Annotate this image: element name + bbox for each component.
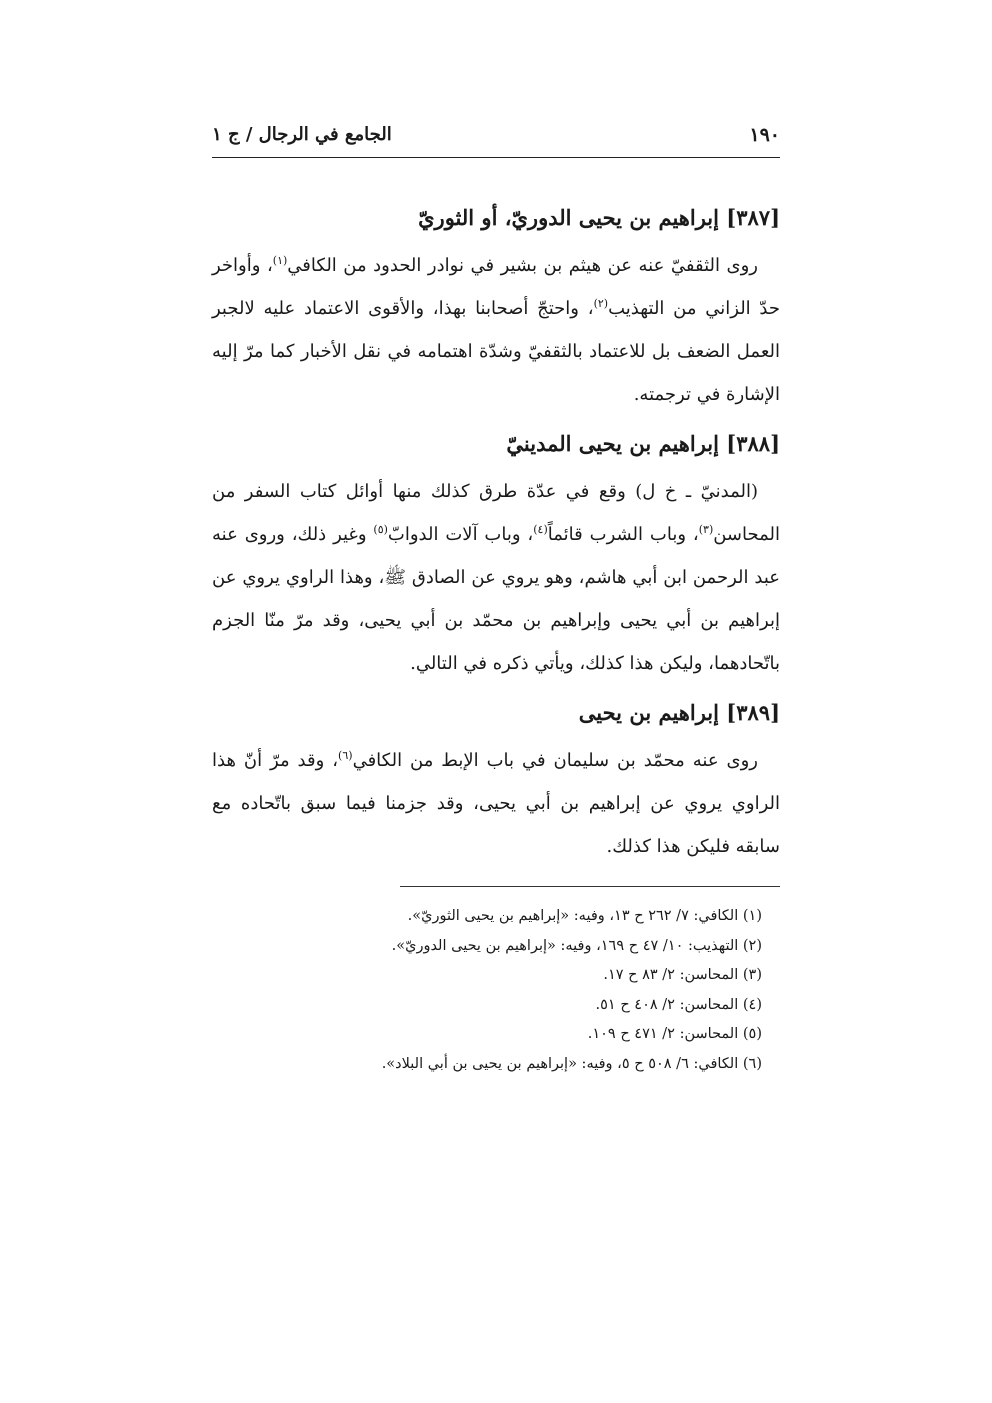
footnote-ref[interactable]: (١) bbox=[272, 254, 288, 267]
footnote-ref[interactable]: (٢) bbox=[593, 297, 609, 310]
entry-389 bbox=[212, 691, 780, 868]
footnote-ref[interactable]: (٦) bbox=[338, 749, 353, 762]
footnote-item: (٢) التهذيب: ١٠/ ٤٧ ح ١٦٩، وفيه: «إبراهيم بن يحيى الدوريّ». bbox=[391, 937, 762, 954]
text-segment: ، وباب الشرب قائماً bbox=[547, 524, 699, 545]
text-segment: روى الثقفيّ عنه عن هيثم بن بشير في نوادر الحدود من الكافي bbox=[287, 255, 758, 276]
footnote-item: (١) الكافي: ٧/ ٢٦٢ ح ١٣، وفيه: «إبراهيم بن يحيى الثوريّ». bbox=[407, 908, 762, 924]
text-segment: ، وباب آلات الدوابّ bbox=[387, 524, 534, 545]
header-rule bbox=[212, 157, 780, 158]
main-text bbox=[212, 196, 780, 874]
text-segment: ، واحتجّ أصحابنا بهذا، والأقوى الاعتماد عليه لالجبر العمل الضعف بل للاعتماد بالثقفيّ وشدّة اهتمامه في نقل الأخبار كما مرّ إليه الإشارة في ترجمته. bbox=[212, 298, 780, 405]
entry-paragraph bbox=[212, 739, 780, 868]
footnote-ref[interactable]: (٤) bbox=[533, 523, 548, 536]
entry-heading: [٣٨٨] إبراهيم بن يحيى المدينيّ bbox=[506, 431, 780, 456]
text-segment: ، وقد مرّ أنّ هذا الراوي يروي عن إبراهيم بن أبي يحيى، وقد جزمنا فيما سبق باتّحاده مع سابقه فليكن هذا كذلك. bbox=[212, 750, 780, 857]
entry-paragraph bbox=[212, 470, 780, 685]
footnote-item: (٤) المحاسن: ٢/ ٤٠٨ ح ٥١. bbox=[595, 996, 762, 1013]
footnotes bbox=[212, 902, 780, 1079]
entry-heading: [٣٨٩] إبراهيم بن يحيى bbox=[578, 700, 780, 725]
footnote-item: (٦) الكافي: ٦/ ٥٠٨ ح ٥، وفيه: «إبراهيم بن يحيى بن أبي البلاد». bbox=[381, 1055, 762, 1072]
book-title: الجامع في الرجال / ج ١ bbox=[212, 124, 392, 145]
footnote-ref[interactable]: (٣) bbox=[698, 523, 714, 536]
entry-388 bbox=[212, 422, 780, 685]
text-segment: روى عنه محمّد بن سليمان في باب الإبط من الكافي bbox=[352, 750, 758, 771]
footnote-rule bbox=[400, 886, 780, 887]
footnote-item: (٥) المحاسن: ٢/ ٤٧١ ح ١٠٩. bbox=[587, 1026, 762, 1042]
entry-387 bbox=[212, 196, 780, 416]
running-header bbox=[212, 118, 780, 156]
entry-paragraph bbox=[212, 244, 780, 416]
text-segment: وغير ذلك، وروى عنه عبد الرحمن ابن أبي هاشم، وهو يروي عن الصادق ﷺ، وهذا الراوي يروي عن إبراهيم بن أبي يحيى وإبراهيم بن محمّد بن أبي يحيى، وقد مرّ منّا الجزم باتّحادهما، وليكن هذا كذلك، ويأتي ذكره في التالي. bbox=[212, 524, 780, 674]
page-number: ١٩٠ bbox=[749, 124, 780, 146]
text-segment: (المدنيّ ـ خ ل) وقع في عدّة طرق كذلك منها أوائل كتاب السفر من المحاسن bbox=[212, 481, 781, 545]
entry-heading: [٣٨٧] إبراهيم بن يحيى الدوريّ، أو الثوريّ bbox=[418, 205, 780, 230]
footnote-item: (٣) المحاسن: ٢/ ٨٣ ح ١٧. bbox=[603, 967, 762, 983]
text-segment: ، وأواخر حدّ الزاني من التهذيب bbox=[212, 255, 780, 319]
footnote-ref[interactable]: (٥) bbox=[373, 523, 388, 536]
